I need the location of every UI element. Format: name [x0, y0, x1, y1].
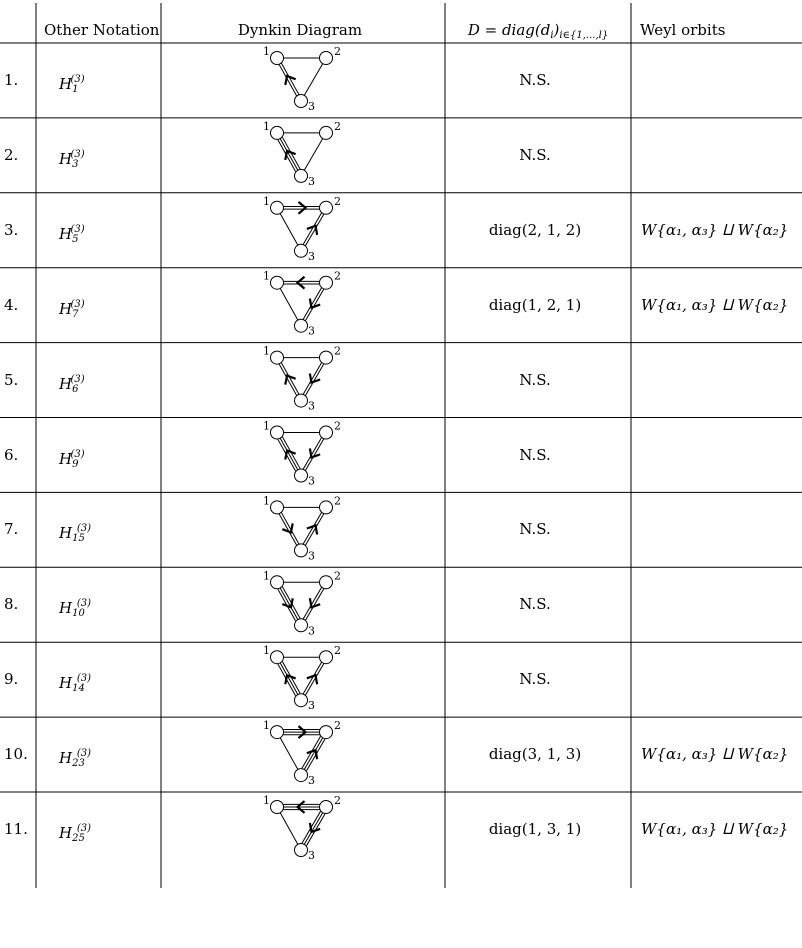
d-value: diag(3, 1, 3) [488, 745, 582, 764]
dynkin-node [295, 844, 308, 857]
row-number: 9. [4, 670, 19, 689]
node-label: 1 [263, 119, 270, 133]
dynkin-diagram [263, 569, 341, 637]
dynkin-node [271, 126, 284, 139]
bond-line [280, 813, 298, 845]
h-notation: $H_6^{(3)}$ [59, 373, 85, 395]
bond-line [305, 589, 323, 621]
d-value: N.S. [519, 520, 551, 539]
weyl-orbit: W{α₁, α₃} ⨿ W{α₂} [641, 745, 789, 764]
dynkin-node [295, 469, 308, 482]
node-label: 1 [263, 45, 270, 58]
bond-line [305, 663, 323, 695]
dynkin-node [320, 52, 333, 65]
row-number: 3. [4, 220, 19, 239]
dynkin-node [271, 52, 284, 65]
dynkin-node [320, 426, 333, 439]
h-notation: $H_{23}^{(3)}$ [59, 748, 91, 770]
dynkin-node [271, 351, 284, 364]
node-label: 1 [263, 419, 270, 433]
dynkin-node [320, 726, 333, 739]
node-label: 2 [334, 719, 341, 733]
d-value: N.S. [519, 670, 551, 689]
row-number: 4. [4, 295, 19, 314]
dynkin-node [295, 694, 308, 707]
bond-line [304, 64, 322, 96]
dynkin-node [320, 126, 333, 139]
bond-line [279, 514, 297, 546]
node-label: 3 [308, 549, 315, 563]
dynkin-node [320, 801, 333, 814]
h-notation: $H_{14}^{(3)}$ [59, 673, 91, 695]
bond-line [303, 587, 321, 619]
header-other-notation: Other Notation [44, 21, 160, 39]
bond-line [280, 213, 298, 245]
dynkin-node [320, 501, 333, 514]
h-notation: $H_9^{(3)}$ [59, 448, 85, 470]
node-label: 3 [308, 699, 315, 713]
dynkin-node [320, 576, 333, 589]
node-label: 2 [334, 269, 341, 283]
dynkin-node [295, 394, 308, 407]
d-value: diag(1, 3, 1) [488, 820, 582, 838]
dynkin-node [271, 576, 284, 589]
bond-arrow [285, 76, 295, 85]
node-label: 3 [308, 849, 315, 862]
dynkin-diagram [263, 420, 341, 488]
dynkin-node [271, 276, 284, 289]
node-label: 1 [263, 269, 270, 283]
node-label: 2 [334, 569, 341, 583]
header-dynkin-diagram: Dynkin Diagram [237, 21, 363, 39]
bond-line [281, 63, 299, 95]
h-notation: $H_{15}^{(3)}$ [59, 523, 91, 545]
row-number: 11. [4, 820, 28, 838]
bond-line [279, 64, 297, 96]
bond-line [305, 364, 323, 396]
bond-line [281, 363, 299, 395]
dynkin-node [295, 244, 308, 257]
d-value: N.S. [519, 445, 551, 464]
d-value: diag(1, 2, 1) [488, 295, 582, 314]
d-value: N.S. [519, 145, 551, 164]
dynkin-node [271, 426, 284, 439]
h-notation: $H_{10}^{(3)}$ [59, 598, 91, 620]
node-label: 3 [308, 174, 315, 188]
d-value: diag(2, 1, 2) [488, 220, 582, 239]
bond-line [303, 662, 321, 694]
row-number: 5. [4, 370, 19, 389]
node-label: 3 [308, 624, 315, 638]
dynkin-node [295, 169, 308, 182]
bond-line [280, 738, 298, 770]
bond-line [303, 288, 321, 320]
dynkin-diagram [263, 794, 341, 862]
dynkin-diagram [263, 345, 341, 413]
dynkin-node [295, 544, 308, 557]
bond-line [303, 437, 321, 469]
node-label: 2 [334, 794, 341, 807]
dynkin-diagram [263, 719, 341, 787]
node-label: 1 [263, 344, 270, 358]
node-label: 2 [334, 494, 341, 508]
node-label: 3 [308, 399, 315, 413]
d-value: N.S. [519, 370, 551, 389]
bond-arrow [282, 523, 292, 532]
bond-line [281, 512, 299, 544]
node-label: 3 [308, 100, 315, 113]
node-label: 1 [263, 569, 270, 583]
node-label: 2 [334, 644, 341, 658]
dynkin-node [320, 276, 333, 289]
dynkin-node [295, 319, 308, 332]
dynkin-node [320, 651, 333, 664]
row-number: 6. [4, 445, 19, 464]
node-label: 1 [263, 644, 270, 658]
dynkin-node [320, 351, 333, 364]
bond-line [303, 363, 321, 395]
row-number: 1. [4, 71, 19, 89]
bond-line [305, 514, 323, 546]
node-label: 2 [334, 419, 341, 433]
header-weyl-orbits: Weyl orbits [640, 21, 726, 39]
row-number: 8. [4, 595, 19, 614]
node-label: 2 [334, 194, 341, 208]
node-label: 2 [334, 119, 341, 133]
bond-line [304, 139, 322, 171]
dynkin-node [271, 726, 284, 739]
h-notation: $H_3^{(3)}$ [59, 148, 85, 170]
node-label: 3 [308, 774, 315, 788]
weyl-orbit: W{α₁, α₃} ⨿ W{α₂} [641, 295, 789, 314]
dynkin-node [320, 201, 333, 214]
bond-line [303, 213, 321, 245]
weyl-orbit: W{α₁, α₃} ⨿ W{α₂} [641, 220, 789, 239]
h-notation: $H_{25}^{(3)}$ [59, 823, 91, 844]
node-label: 3 [308, 249, 315, 263]
dynkin-diagram [263, 644, 341, 712]
row-number: 7. [4, 520, 19, 539]
h-notation: $H_7^{(3)}$ [59, 298, 85, 320]
weyl-orbit: W{α₁, α₃} ⨿ W{α₂} [641, 820, 789, 838]
bond-line [303, 512, 321, 544]
node-label: 3 [308, 324, 315, 338]
dynkin-node [271, 201, 284, 214]
bond-line [305, 214, 323, 246]
node-label: 3 [308, 474, 315, 488]
bond-line [305, 289, 323, 321]
dynkin-node [271, 501, 284, 514]
row-number: 10. [4, 745, 28, 764]
node-label: 1 [263, 719, 270, 733]
dynkin-node [295, 619, 308, 632]
dynkin-node [295, 769, 308, 782]
node-label: 1 [263, 194, 270, 208]
h-notation: $H_1^{(3)}$ [59, 74, 85, 95]
dynkin-diagram [263, 45, 341, 113]
h-notation: $H_5^{(3)}$ [59, 223, 85, 245]
dynkin-diagram [263, 120, 341, 188]
d-value: N.S. [519, 71, 551, 89]
bond-arrow [298, 277, 305, 289]
dynkin-diagram [263, 270, 341, 338]
bond-arrow [285, 376, 295, 385]
header-d-diag: $D = diag(d_i)_{i\in\{1,...,l\}}$ [467, 21, 609, 41]
bond-line [305, 439, 323, 471]
node-label: 2 [334, 45, 341, 58]
bond-line [280, 288, 298, 320]
bond-arrow [299, 202, 306, 214]
d-value: N.S. [519, 595, 551, 614]
node-label: 1 [263, 794, 270, 807]
dynkin-node [271, 801, 284, 814]
dynkin-node [271, 651, 284, 664]
dynkin-node [295, 95, 308, 108]
node-label: 2 [334, 344, 341, 358]
row-number: 2. [4, 145, 19, 164]
node-label: 1 [263, 494, 270, 508]
bond-line [279, 364, 297, 396]
dynkin-diagram [263, 494, 341, 562]
dynkin-diagram [263, 195, 341, 263]
